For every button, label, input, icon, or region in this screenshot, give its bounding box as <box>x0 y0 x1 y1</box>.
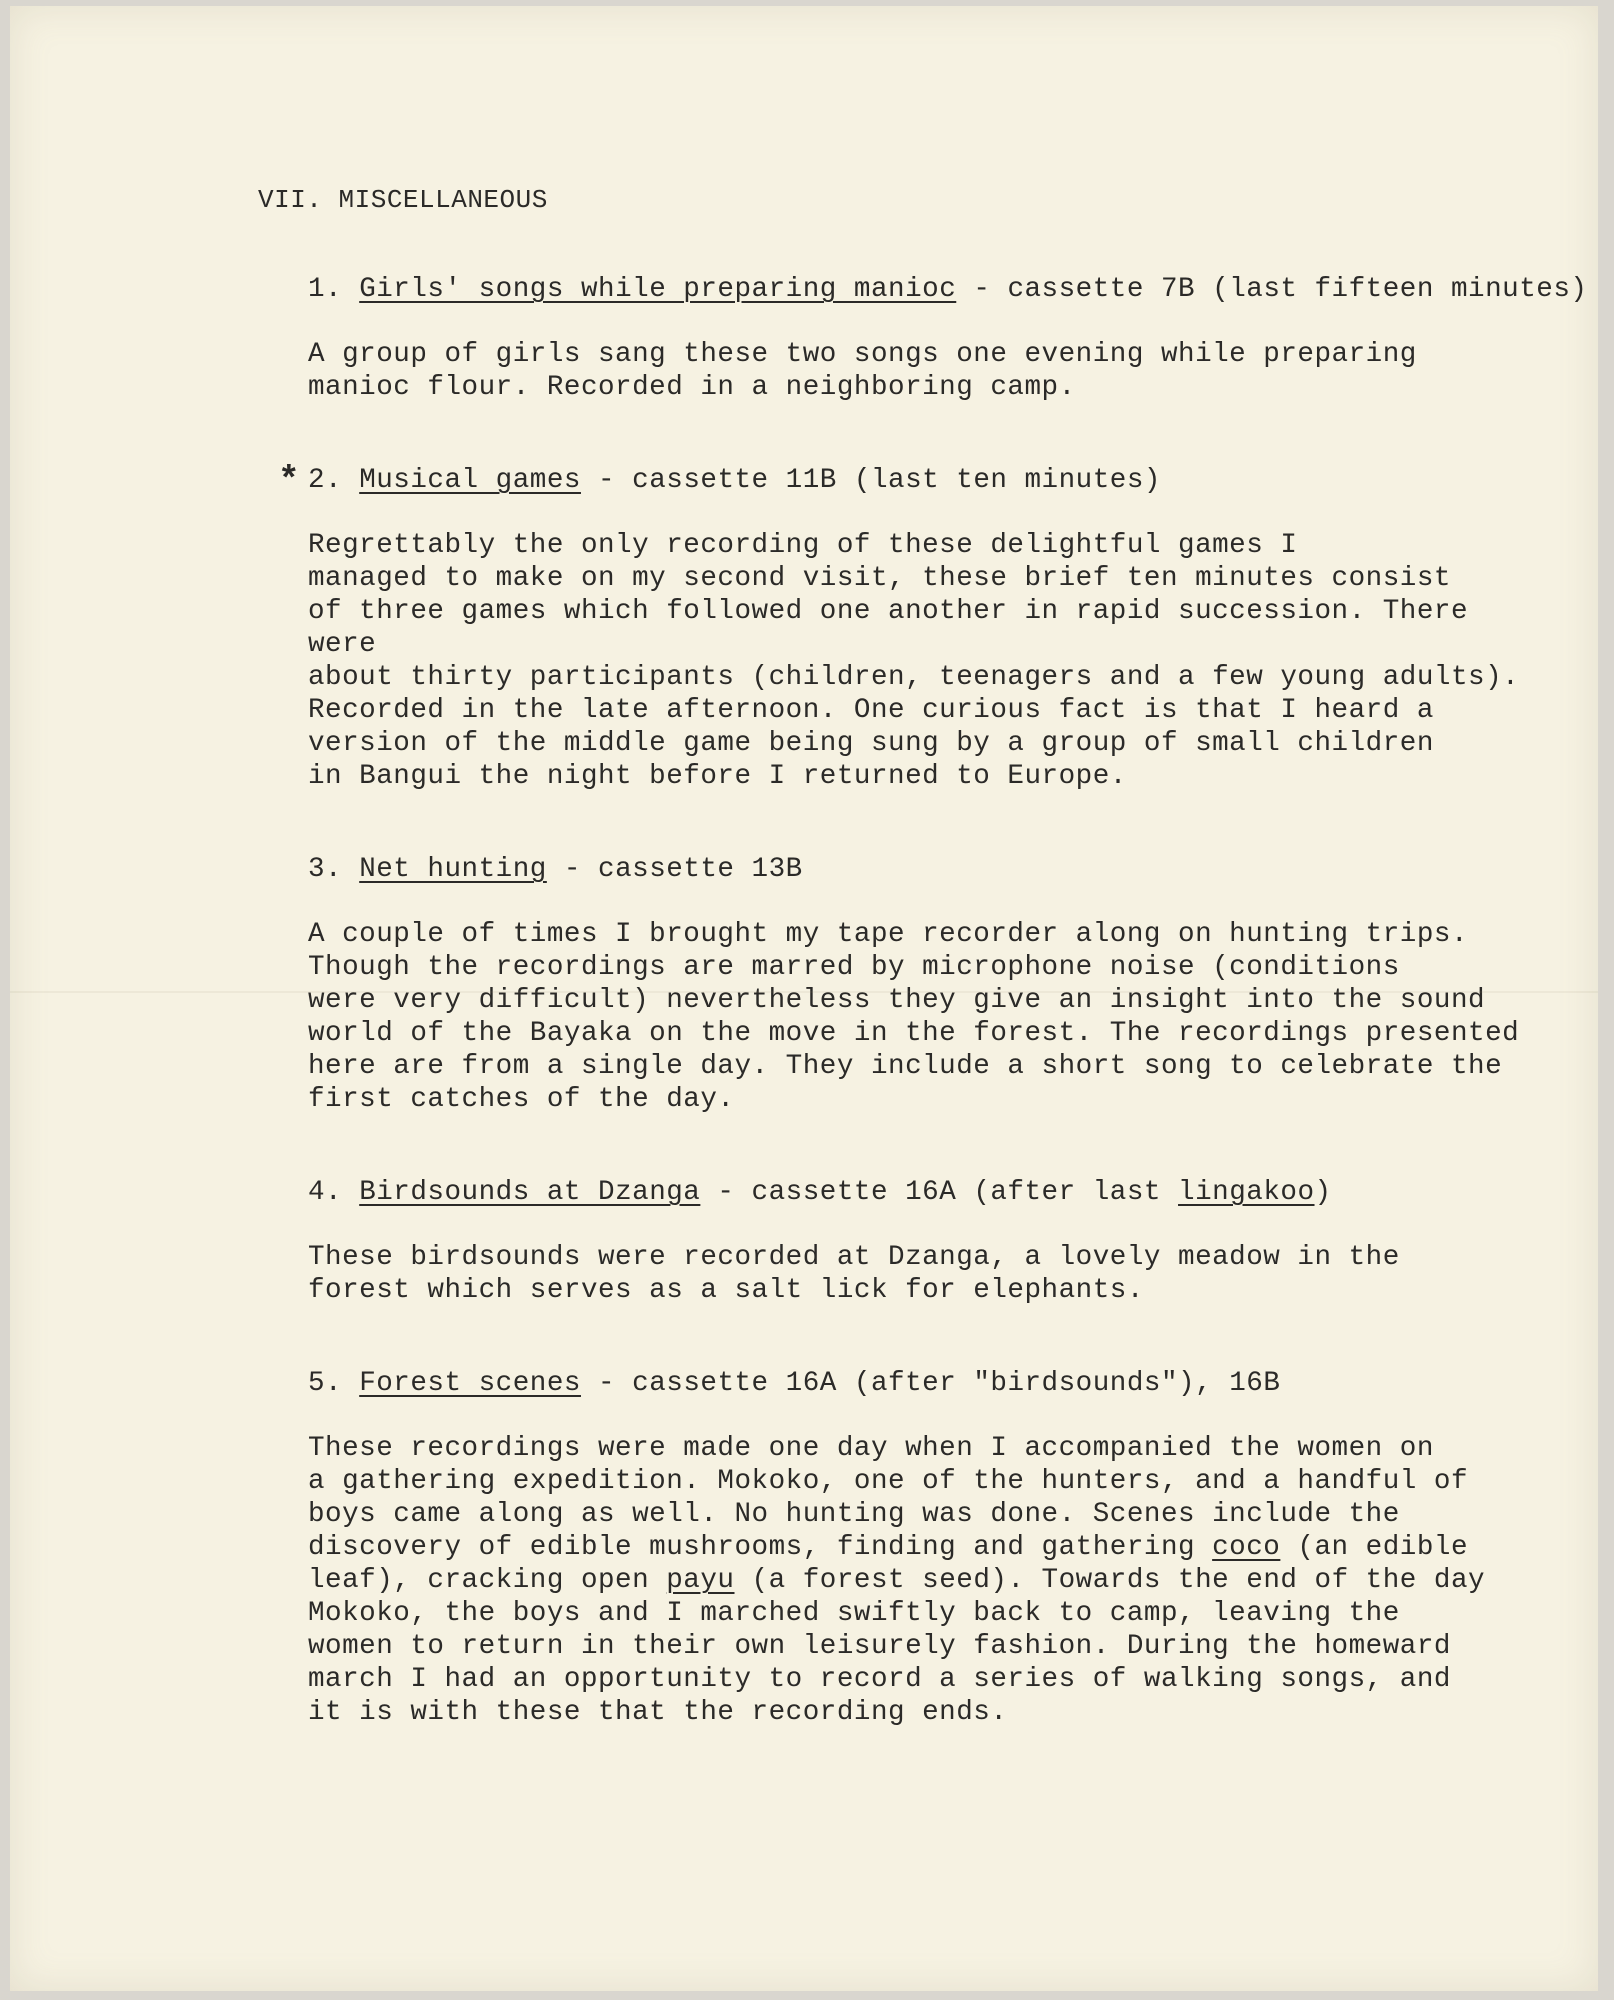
item-number: 2. <box>308 465 343 496</box>
item-birdsounds <box>248 1176 1538 1307</box>
item-title: Birdsounds at Dzanga <box>359 1177 701 1208</box>
section-heading: VII. MISCELLANEOUS <box>258 185 548 215</box>
item-cassette-info: - cassette 16A (after last <box>700 1177 1179 1208</box>
item-cassette-info: - cassette 16A (after "birdsounds"), 16B <box>580 1368 1281 1399</box>
item-number: 3. <box>308 854 343 885</box>
item-forest-scenes <box>248 1367 1538 1729</box>
item-description: These birdsounds were recorded at Dzanga, a lovely meadow in the forest which serves as a salt lick for elephants. <box>308 1242 1400 1306</box>
item-header <box>308 1176 1538 1209</box>
item-title: Forest scenes <box>359 1368 581 1399</box>
description-part: (an edible leaf), cracking open <box>308 1532 1469 1596</box>
item-header <box>308 853 1538 886</box>
document-page <box>10 6 1598 1991</box>
item-header <box>308 464 1538 497</box>
document-body <box>248 184 1588 1789</box>
underlined-term: coco <box>1212 1532 1281 1563</box>
item-description: A couple of times I brought my tape recorder along on hunting trips. Though the recordings are marred by microphone noise (conditions were very difficult) nevertheless they give an insight into the sound world of the Bayaka on the move in the forest. The recordings presented here are from a single day. They include a short song to celebrate the first catches of the day. <box>308 919 1520 1115</box>
item-number: 1. <box>308 274 343 305</box>
item-girls-songs <box>248 273 1588 404</box>
item-number: 4. <box>308 1177 343 1208</box>
item-musical-games <box>248 460 1538 793</box>
item-description: A group of girls sang these two songs one evening while preparing manioc flour. Recorded in a neighboring camp. <box>308 339 1417 403</box>
item-title: Girls' songs while preparing manioc <box>359 274 957 305</box>
item-cassette-info: - cassette 13B <box>546 854 803 885</box>
item-cassette-info: - cassette 11B (last ten minutes) <box>580 465 1161 496</box>
item-description <box>308 1432 1538 1729</box>
item-header <box>308 1367 1538 1400</box>
underlined-term: payu <box>666 1565 735 1596</box>
item-title: Net hunting <box>359 854 547 885</box>
description-part: These recordings were made one day when I accompanied the women on a gathering expedition. Mokoko, one of the hunters, and a handful of boys came along as well. No hunting was done. Scenes include the discovery of edible mushrooms, finding and gathering <box>308 1433 1469 1563</box>
item-header <box>308 273 1588 306</box>
item-cassette-info: - cassette 7B (last fifteen minutes) <box>956 274 1588 305</box>
description-part: (a forest seed). Towards the end of the day Mokoko, the boys and I marched swiftly back to camp, leaving the women to return in their own leisurely fashion. During the homeward march I had an opportunity to record a series of walking songs, and it is with these that the recording ends. <box>308 1565 1486 1728</box>
item-cassette-info-end: ) <box>1314 1177 1332 1208</box>
item-description: Regrettably the only recording of these delightful games I managed to make on my second visit, these brief ten minutes consist of three games which followed one another in rapid succession. There were about thirty participants (children, teenagers and a few young adults). Recorded in the late afternoon. One curious fact is that I heard a version of the middle game being sung by a group of small children in Bangui the night before I returned to Europe. <box>308 530 1520 792</box>
underlined-term: lingakoo <box>1178 1177 1315 1208</box>
item-net-hunting <box>248 853 1538 1116</box>
item-number: 5. <box>308 1368 343 1399</box>
item-title: Musical games <box>359 465 581 496</box>
asterisk-mark: * <box>278 460 301 501</box>
